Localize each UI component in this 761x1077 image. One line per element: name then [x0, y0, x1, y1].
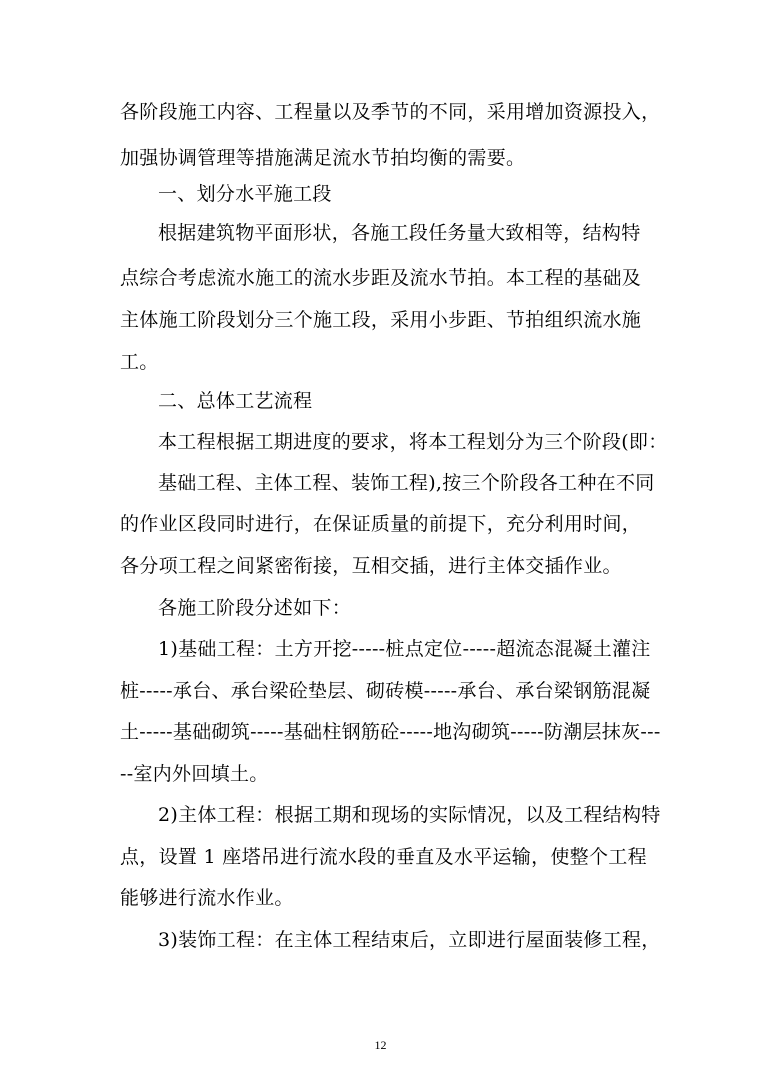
text-line: 桩-----承台、承台梁砼垫层、砌砖模-----承台、承台梁钢筋混凝 — [120, 680, 651, 702]
text-line: 工。 — [120, 351, 159, 373]
text-line: 土-----基础砌筑-----基础柱钢筋砼-----地沟砌筑-----防潮层抹灰--- — [120, 721, 661, 743]
text-line: 根据建筑物平面形状，各施工段任务量大致相等，结构特 — [158, 222, 641, 244]
text-line: --室内外回填土。 — [120, 763, 269, 785]
section-heading: 一、划分水平施工段 — [158, 183, 332, 205]
text-line: 主体施工阶段划分三个施工段，采用小步距、节拍组织流水施 — [120, 309, 642, 331]
text-line: 2)主体工程：根据工期和现场的实际情况，以及工程结构特 — [158, 804, 661, 826]
page-number: 12 — [374, 1038, 387, 1052]
text-line: 各阶段施工内容、工程量以及季节的不同，采用增加资源投入， — [120, 101, 661, 123]
text-line: 能够进行流水作业。 — [120, 887, 294, 909]
text-line: 3)装饰工程：在主体工程结束后，立即进行屋面装修工程， — [158, 929, 661, 951]
text-line: 各施工阶段分述如下： — [158, 597, 352, 619]
text-line: 的作业区段同时进行，在保证质量的前提下，充分利用时间， — [120, 513, 642, 535]
text-line: 加强协调管理等措施满足流水节拍均衡的需要。 — [120, 147, 526, 169]
text-line: 本工程根据工期进度的要求，将本工程划分为三个阶段(即： — [158, 431, 668, 453]
text-line: 基础工程、主体工程、装饰工程),按三个阶段各工种在不同 — [158, 472, 655, 494]
text-line: 1)基础工程：土方开挖-----桩点定位-----超流态混凝土灌注 — [158, 638, 651, 660]
text-line: 各分项工程之间紧密衔接，互相交插，进行主体交插作业。 — [120, 555, 622, 577]
text-line: 点，设置 1 座塔吊进行流水段的垂直及水平运输，使整个工程 — [120, 846, 647, 868]
text-line: 点综合考虑流水施工的流水步距及流水节拍。本工程的基础及 — [120, 267, 642, 289]
section-heading: 二、总体工艺流程 — [158, 390, 313, 412]
